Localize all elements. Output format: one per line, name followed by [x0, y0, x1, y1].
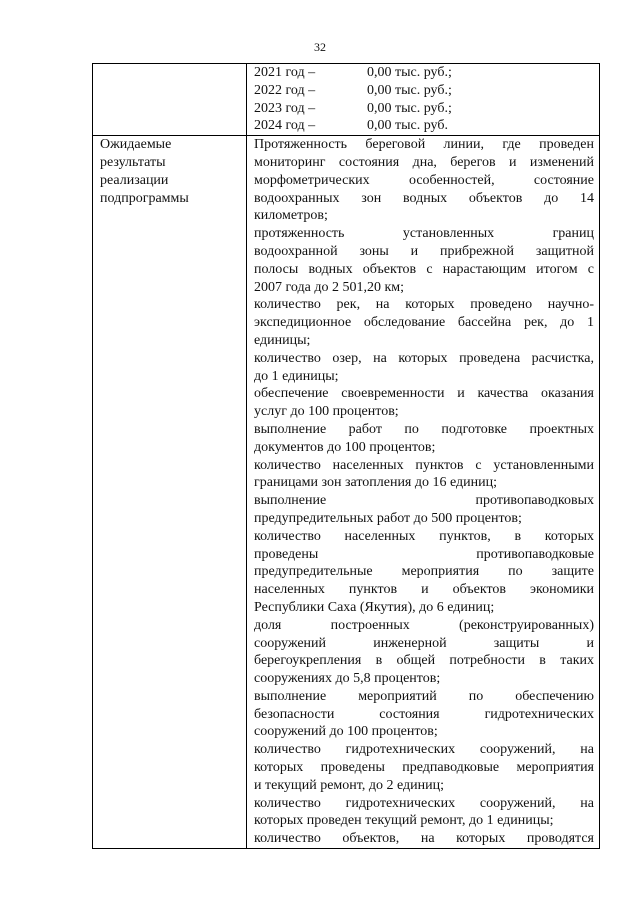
expected-results-line: которых проведены предпаводковые мероприятия [254, 760, 594, 776]
expected-results-line: обеспечение своевременности и качества оказания [254, 386, 594, 402]
funding-line [254, 117, 594, 135]
funding-label-cell [93, 64, 247, 136]
expected-results-line: единицы; [254, 332, 311, 348]
funding-amount: 0,00 тыс. руб.; [367, 82, 452, 98]
expected-label-line: подпрограммы [100, 190, 189, 206]
expected-results-line: документов до 100 процентов; [254, 439, 436, 455]
expected-results-line: количество рек, на которых проведено научно- [254, 297, 594, 313]
expected-results-line: количество населенных пунктов, в которых [254, 528, 594, 544]
subprogram-passport-table [92, 63, 600, 849]
funding-row [93, 64, 600, 136]
expected-results-line: проведены противопаводковые [254, 546, 594, 562]
expected-results-line: предупредительных работ до 500 процентов; [254, 510, 522, 526]
expected-results-line: и текущий ремонт, до 2 единиц; [254, 777, 444, 793]
expected-results-line: 2007 года до 2 501,20 км; [254, 279, 405, 295]
funding-amount: 0,00 тыс. руб.; [367, 65, 452, 80]
expected-results-line: границами зон затопления до 16 единиц; [254, 475, 498, 491]
expected-results-line: сооружений инженерной защиты и [254, 635, 594, 651]
expected-results-line: количество озер, на которых проведена расчистка, [254, 350, 594, 366]
funding-line [254, 64, 594, 82]
funding-year: 2022 год – [254, 82, 316, 98]
expected-results-line: экспедиционное обследование бассейна рек, до 1 [254, 315, 594, 331]
expected-results-text-cell [247, 136, 600, 849]
funding-amount: 0,00 тыс. руб. [367, 118, 448, 134]
expected-results-line: водоохранных зон водных объектов до 14 [254, 190, 594, 206]
expected-results-line: выполнение работ по подготовке проектных [254, 421, 594, 437]
expected-results-line: протяженность установленных границ [254, 226, 594, 242]
expected-results-row [93, 136, 600, 849]
funding-line [254, 100, 594, 118]
funding-year: 2024 год – [254, 118, 316, 134]
funding-year: 2023 год – [254, 100, 316, 116]
expected-results-line: количество объектов, на которых проводятся [254, 831, 594, 847]
expected-results-line: полосы водных объектов с нарастающим итогом с [254, 261, 594, 277]
expected-results-line: которых проведен текущий ремонт, до 1 единицы; [254, 813, 554, 829]
funding-line [254, 82, 594, 100]
expected-results-line: количество населенных пунктов с установленными [254, 457, 594, 473]
expected-results-line: сооружениях до 5,8 процентов; [254, 671, 441, 687]
expected-label-line: реализации [100, 172, 169, 188]
expected-results-line: до 1 единицы; [254, 368, 339, 384]
funding-year: 2021 год – [254, 65, 316, 80]
expected-results-line: мониторинг состояния дна, берегов и изменений [254, 154, 594, 170]
expected-results-label-cell [93, 136, 247, 849]
expected-results-line: километров; [254, 208, 328, 224]
expected-results-line: Протяженность береговой линии, где проведен [254, 137, 594, 153]
expected-results-line: водоохранной зоны и прибрежной защитной [254, 243, 594, 259]
expected-results-line: населенных пунктов и объектов экономики [254, 582, 594, 598]
expected-results-line: берегоукрепления в общей потребности в таких [254, 653, 594, 669]
expected-label-line: результаты [100, 154, 166, 170]
expected-results-line: Республики Саха (Якутия), до 6 единиц; [254, 599, 495, 615]
funding-values-cell [247, 64, 600, 136]
page-number: 32 [314, 40, 326, 54]
expected-results-line: доля построенных (реконструированных) [254, 617, 594, 633]
expected-results-line: безопасности состояния гидротехнических [254, 706, 594, 722]
expected-results-line: выполнение противопаводковых [254, 493, 594, 509]
funding-amount: 0,00 тыс. руб.; [367, 100, 452, 116]
expected-results-line: выполнение мероприятий по обеспечению [254, 688, 594, 704]
expected-results-line: морфометрических особенностей, состояние [254, 172, 594, 188]
expected-results-line: количество гидротехнических сооружений, на [254, 742, 594, 758]
expected-results-line: сооружений до 100 процентов; [254, 724, 438, 740]
expected-results-line: количество гидротехнических сооружений, на [254, 795, 594, 811]
expected-results-line: услуг до 100 процентов; [254, 404, 399, 420]
expected-label-line: Ожидаемые [100, 137, 172, 153]
expected-results-line: предупредительные мероприятия по защите [254, 564, 594, 580]
